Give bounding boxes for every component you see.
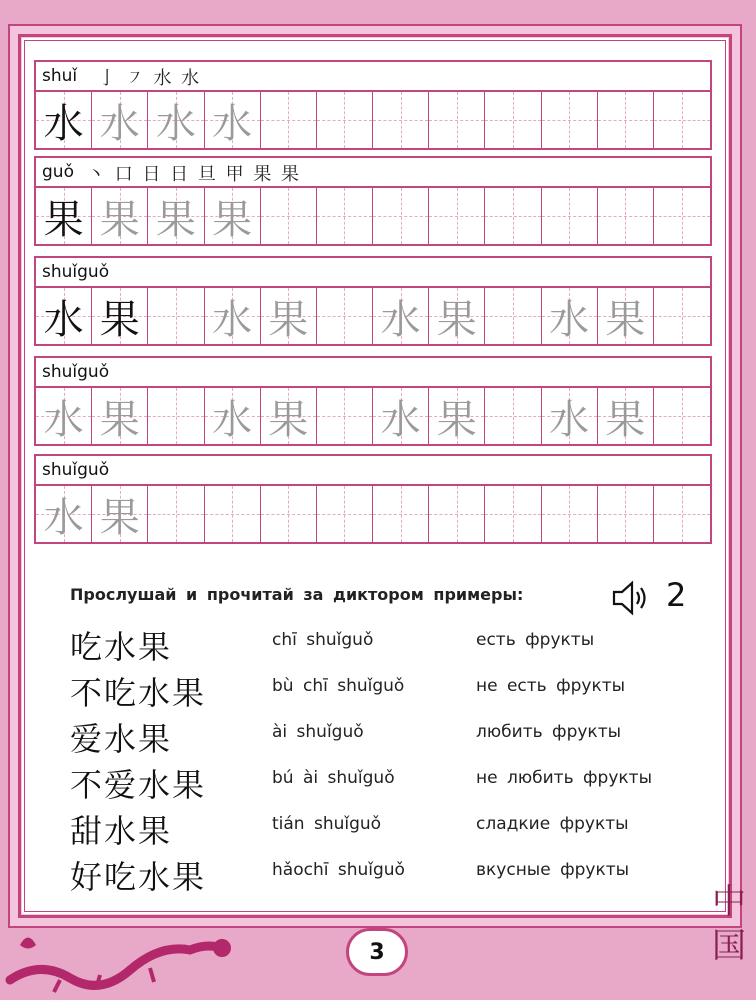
speaker-icon[interactable]	[610, 578, 650, 618]
cell-character: 水	[212, 296, 253, 343]
practice-cell[interactable]	[598, 92, 654, 148]
character-grid	[36, 388, 710, 444]
practice-cell[interactable]	[261, 92, 317, 148]
cell-character: 水	[549, 296, 590, 343]
practice-cell[interactable]	[485, 188, 541, 244]
pinyin-label: shuǐguǒ	[42, 460, 110, 480]
practice-cell[interactable]	[654, 288, 710, 344]
practice-cell[interactable]	[36, 388, 92, 444]
practice-cell[interactable]	[429, 188, 485, 244]
cell-character: 果	[436, 396, 477, 443]
example-hanzi: 爱水果	[70, 720, 173, 758]
practice-cell[interactable]	[317, 92, 373, 148]
cell-character: 水	[549, 396, 590, 443]
practice-cell[interactable]	[36, 188, 92, 244]
cell-character: 水	[43, 494, 84, 541]
example-pinyin: bù chī shuǐguǒ	[272, 676, 405, 696]
practice-cell[interactable]	[598, 486, 654, 542]
practice-cell[interactable]	[542, 188, 598, 244]
pinyin-row	[36, 158, 710, 188]
practice-cell[interactable]	[148, 188, 204, 244]
practice-cell[interactable]	[598, 188, 654, 244]
cell-character: 果	[99, 296, 140, 343]
writing-block	[34, 454, 712, 544]
example-row	[70, 668, 710, 712]
cell-character: 果	[605, 296, 646, 343]
cell-character: 果	[436, 296, 477, 343]
writing-block	[34, 156, 712, 246]
cell-character: 水	[43, 396, 84, 443]
dragon-icon	[0, 920, 240, 1000]
practice-cell[interactable]	[92, 188, 148, 244]
example-pinyin: hǎochī shuǐguǒ	[272, 860, 405, 880]
character-grid	[36, 92, 710, 148]
practice-cell[interactable]	[429, 388, 485, 444]
character-grid	[36, 188, 710, 244]
side-char-zhong: 中	[712, 882, 746, 922]
example-row	[70, 852, 710, 896]
writing-block	[34, 356, 712, 446]
practice-cell[interactable]	[148, 388, 204, 444]
example-row	[70, 806, 710, 850]
example-translation: вкусные фрукты	[476, 860, 630, 880]
example-translation: сладкие фрукты	[476, 814, 629, 834]
stroke-order: 亅 ㇇ 水 水	[98, 68, 202, 89]
practice-cell[interactable]	[317, 288, 373, 344]
practice-cell[interactable]	[373, 388, 429, 444]
practice-cell[interactable]	[485, 486, 541, 542]
practice-cell[interactable]	[542, 486, 598, 542]
practice-cell[interactable]	[261, 288, 317, 344]
practice-cell[interactable]	[429, 288, 485, 344]
practice-cell[interactable]	[261, 188, 317, 244]
practice-cell[interactable]	[542, 288, 598, 344]
practice-cell[interactable]	[92, 486, 148, 542]
example-hanzi: 吃水果	[70, 628, 173, 666]
practice-cell[interactable]	[373, 486, 429, 542]
cell-character: 果	[155, 196, 196, 243]
pinyin-label: shuǐguǒ	[42, 262, 110, 282]
cell-character: 果	[43, 196, 84, 243]
practice-cell[interactable]	[654, 388, 710, 444]
practice-cell[interactable]	[261, 388, 317, 444]
cell-character: 水	[212, 100, 253, 147]
cell-character: 水	[99, 100, 140, 147]
pinyin-row	[36, 358, 710, 388]
practice-cell[interactable]	[373, 288, 429, 344]
cell-character: 水	[43, 100, 84, 147]
example-hanzi: 不吃水果	[70, 674, 207, 712]
cell-character: 果	[99, 196, 140, 243]
practice-cell[interactable]	[429, 486, 485, 542]
practice-cell[interactable]	[317, 388, 373, 444]
practice-cell[interactable]	[485, 288, 541, 344]
practice-cell[interactable]	[148, 486, 204, 542]
pinyin-row	[36, 62, 710, 92]
practice-cell[interactable]	[485, 92, 541, 148]
cell-character: 水	[380, 296, 421, 343]
cell-character: 果	[605, 396, 646, 443]
side-char-guo: 国	[712, 926, 746, 966]
practice-cell[interactable]	[205, 92, 261, 148]
cell-character: 水	[43, 296, 84, 343]
practice-cell[interactable]	[654, 486, 710, 542]
example-translation: есть фрукты	[476, 630, 595, 650]
audio-track-number: 2	[666, 576, 687, 614]
practice-cell[interactable]	[373, 92, 429, 148]
character-grid	[36, 288, 710, 344]
practice-cell[interactable]	[598, 288, 654, 344]
practice-cell[interactable]	[205, 288, 261, 344]
practice-cell[interactable]	[36, 486, 92, 542]
example-pinyin: ài shuǐguǒ	[272, 722, 364, 742]
pinyin-row	[36, 456, 710, 486]
cell-character: 水	[380, 396, 421, 443]
practice-cell[interactable]	[317, 486, 373, 542]
practice-cell[interactable]	[654, 92, 710, 148]
practice-cell[interactable]	[429, 92, 485, 148]
example-hanzi: 不爱水果	[70, 766, 207, 804]
practice-cell[interactable]	[205, 388, 261, 444]
character-grid	[36, 486, 710, 542]
practice-cell[interactable]	[92, 92, 148, 148]
cell-character: 果	[268, 396, 309, 443]
practice-cell[interactable]	[36, 92, 92, 148]
example-hanzi: 好吃水果	[70, 858, 207, 896]
cell-character: 水	[212, 396, 253, 443]
pinyin-label: shuǐguǒ	[42, 362, 110, 382]
cell-character: 果	[268, 296, 309, 343]
page-number: 3	[346, 928, 408, 976]
practice-cell[interactable]	[598, 388, 654, 444]
pinyin-label: guǒ	[42, 162, 74, 182]
example-translation: не есть фрукты	[476, 676, 626, 696]
practice-cell[interactable]	[542, 92, 598, 148]
pinyin-row	[36, 258, 710, 288]
cell-character: 果	[212, 196, 253, 243]
example-pinyin: tián shuǐguǒ	[272, 814, 382, 834]
practice-cell[interactable]	[148, 92, 204, 148]
practice-cell[interactable]	[92, 288, 148, 344]
cell-character: 水	[155, 100, 196, 147]
example-row	[70, 760, 710, 804]
example-translation: любить фрукты	[476, 722, 622, 742]
practice-cell[interactable]	[654, 188, 710, 244]
practice-cell[interactable]	[205, 486, 261, 542]
writing-block	[34, 256, 712, 346]
practice-cell[interactable]	[373, 188, 429, 244]
example-pinyin: chī shuǐguǒ	[272, 630, 374, 650]
practice-cell[interactable]	[148, 288, 204, 344]
example-translation: не любить фрукты	[476, 768, 652, 788]
worksheet	[30, 60, 716, 920]
practice-cell[interactable]	[92, 388, 148, 444]
practice-cell[interactable]	[485, 388, 541, 444]
practice-cell[interactable]	[317, 188, 373, 244]
practice-cell[interactable]	[261, 486, 317, 542]
stroke-order: 丶 口 日 日 旦 甲 果 果	[87, 164, 302, 185]
practice-cell[interactable]	[205, 188, 261, 244]
example-hanzi: 甜水果	[70, 812, 173, 850]
practice-cell[interactable]	[36, 288, 92, 344]
example-pinyin: bú ài shuǐguǒ	[272, 768, 395, 788]
practice-cell[interactable]	[542, 388, 598, 444]
pinyin-label: shuǐ	[42, 66, 78, 86]
example-row	[70, 714, 710, 758]
instruction-text: Прослушай и прочитай за диктором примеры:	[70, 585, 524, 604]
example-row	[70, 622, 710, 666]
cell-character: 果	[99, 396, 140, 443]
writing-block	[34, 60, 712, 150]
cell-character: 果	[99, 494, 140, 541]
